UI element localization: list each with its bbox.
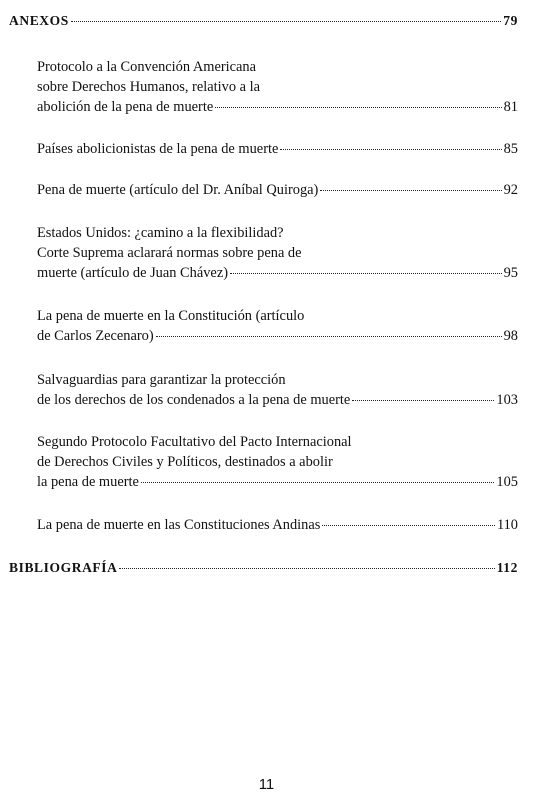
page-ref: 81: [503, 99, 518, 115]
entry-line: la pena de muerte: [37, 474, 139, 490]
dot-leader: [71, 21, 501, 22]
page-ref: 85: [503, 141, 518, 157]
entry-line: abolición de la pena de muerte: [37, 99, 214, 115]
entry-line: La pena de muerte en la Constitución (artículo: [37, 308, 305, 324]
entry-line: Estados Unidos: ¿camino a la flexibilidad?: [37, 225, 284, 241]
entry-line: La pena de muerte en las Constituciones Andinas: [37, 517, 321, 533]
toc-section-bibliografia: [9, 560, 518, 576]
dot-leader: [352, 400, 494, 401]
toc-section-anexos: [9, 13, 518, 29]
toc-entry: [37, 432, 518, 492]
dot-leader: [119, 568, 494, 569]
page-number: 11: [258, 776, 275, 793]
entry-line: Países abolicionistas de la pena de muerte: [37, 141, 279, 157]
entry-line: sobre Derechos Humanos, relativo a la: [37, 79, 260, 95]
dot-leader: [322, 525, 495, 526]
page-ref: 110: [496, 517, 518, 533]
dot-leader: [280, 149, 501, 150]
toc-entry: [37, 57, 518, 117]
page-ref: 98: [503, 328, 518, 344]
section-title: BIBLIOGRAFÍA: [9, 560, 118, 575]
section-title: ANEXOS: [9, 13, 69, 28]
entry-line: de los derechos de los condenados a la pena de muerte: [37, 392, 351, 408]
page-ref: 92: [503, 182, 518, 198]
entry-line: muerte (artículo de Juan Chávez): [37, 265, 228, 281]
toc-entry: [37, 139, 518, 159]
toc-entry: [37, 515, 518, 535]
page-ref: 79: [503, 13, 518, 28]
page-ref: 105: [496, 474, 518, 490]
entry-line: Corte Suprema aclarará normas sobre pena de: [37, 245, 302, 261]
dot-leader: [320, 190, 501, 191]
entry-line: Salvaguardias para garantizar la protección: [37, 372, 286, 388]
entry-line: Pena de muerte (artículo del Dr. Aníbal Quiroga): [37, 182, 319, 198]
dot-leader: [156, 336, 502, 337]
toc-entry: [37, 223, 518, 283]
entry-line: Protocolo a la Convención Americana: [37, 59, 256, 75]
toc-entry: [37, 306, 518, 346]
dot-leader: [141, 482, 495, 483]
toc-entry: [37, 180, 518, 200]
entry-line: de Derechos Civiles y Políticos, destinados a abolir: [37, 454, 333, 470]
dot-leader: [230, 273, 502, 274]
entry-line: de Carlos Zecenaro): [37, 328, 154, 344]
entry-line: Segundo Protocolo Facultativo del Pacto Internacional: [37, 434, 352, 450]
page-ref: 95: [503, 265, 518, 281]
page-ref: 112: [496, 560, 518, 575]
dot-leader: [215, 107, 501, 108]
page-ref: 103: [496, 392, 518, 408]
toc-entry: [37, 370, 518, 410]
